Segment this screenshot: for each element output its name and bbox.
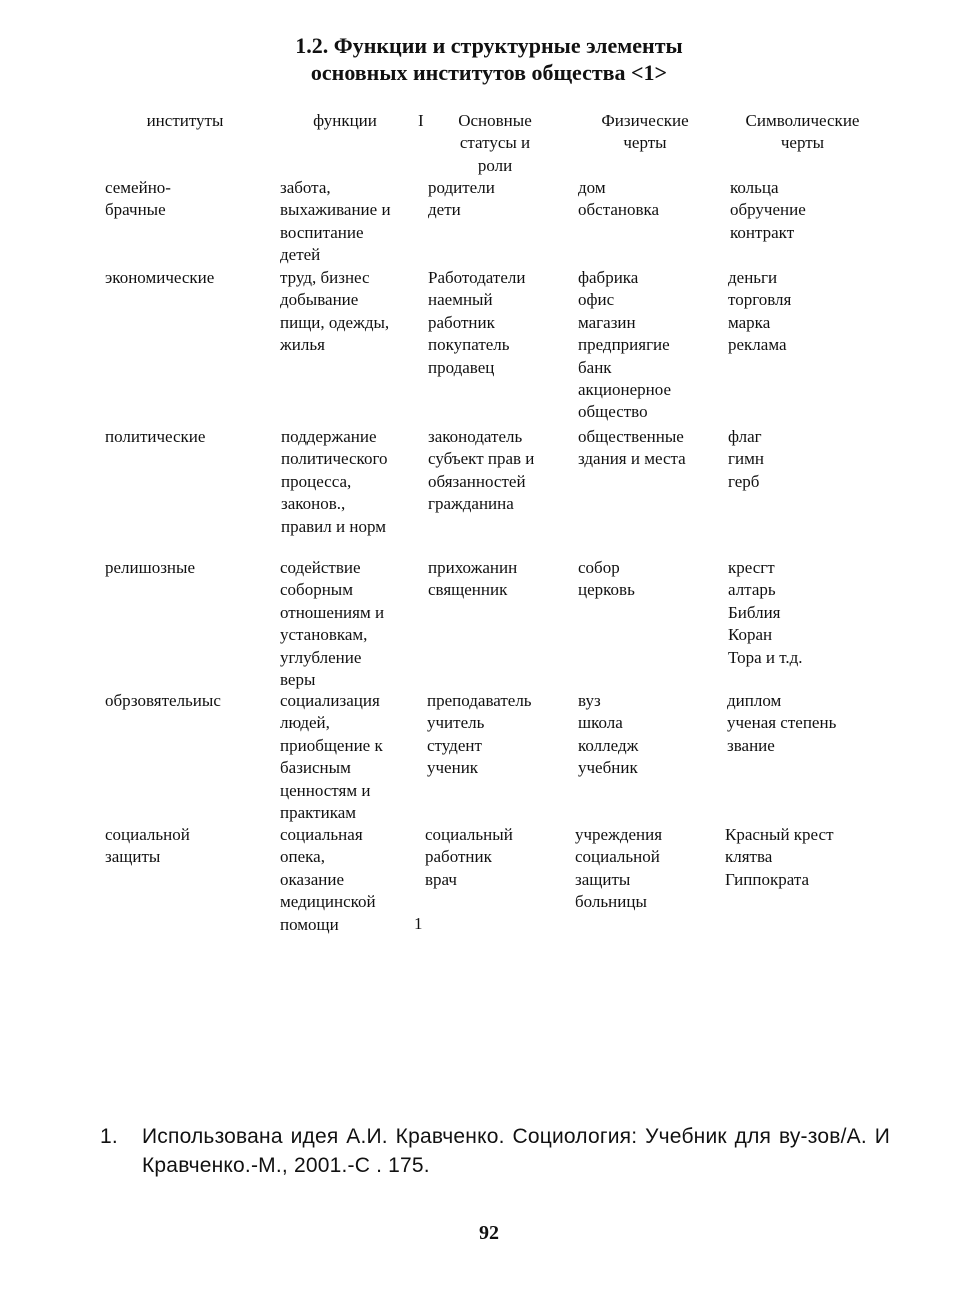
row-3-symbolic: флаг гимн герб — [728, 427, 764, 491]
row-1-physical: дом обстановка — [578, 178, 660, 220]
row-6-symbolic: Красный крест клятва Гиппократа — [725, 825, 834, 889]
footnote-text: Использована идея А.И. Кравченко. Социология: Учебник для ву-зов/А. И Кравченко.-М., 2001.-С . 175. — [142, 1125, 890, 1177]
row-2-functions: труд, бизнес добывание пищи, одежды, жилья — [280, 268, 390, 355]
row-4-institution: релишозные — [105, 558, 195, 577]
stray-mark: 1 — [414, 914, 423, 933]
row-3-physical: общественные здания и места — [578, 427, 686, 469]
row-6-statuses: социальный работник врач — [425, 825, 513, 889]
row-6-functions: социальная опека, оказание медицинской помощи — [280, 825, 376, 934]
row-5-functions: социализация людей, приобщение к базисным ценностям и практикам — [280, 691, 383, 823]
section-title — [0, 32, 978, 86]
header-institutions: институты — [146, 111, 224, 130]
row-4-statuses: прихожанин священник — [428, 558, 518, 600]
header-separator: I — [418, 111, 424, 130]
row-5-statuses: преподаватель учитель студент ученик — [427, 691, 532, 778]
row-1-institution: семейно- брачные — [105, 178, 171, 220]
page-number: 92 — [479, 1222, 499, 1244]
row-5-institution: обрзовятельиыс — [105, 691, 221, 710]
footnote-number: 1. — [100, 1125, 118, 1148]
header-statuses: Основные статусы и роли — [458, 111, 532, 175]
row-4-symbolic: кресгт алтарь Библия Коран Тора и т.д. — [728, 558, 803, 667]
row-1-functions: забота, выхаживание и воспитание детей — [280, 178, 391, 265]
row-5-physical: вуз школа колледж учебник — [578, 691, 639, 778]
row-2-institution: экономические — [105, 268, 215, 287]
row-2-statuses: Работодатели наемный работник покупатель продавец — [428, 268, 526, 377]
row-4-physical: собор церковь — [578, 558, 635, 600]
row-1-symbolic: кольца обручение контракт — [730, 178, 806, 242]
row-3-institution: политические — [105, 427, 206, 446]
row-2-symbolic: деньги торговля марка реклама — [728, 268, 792, 355]
header-physical: Физические черты — [601, 111, 689, 153]
title-line-2: основных институтов общества <1> — [310, 60, 668, 85]
header-symbolic: Символические черты — [745, 111, 860, 153]
row-1-statuses: родители дети — [428, 178, 495, 220]
title-line-1: 1.2. Функции и структурные элементы — [295, 33, 683, 58]
row-3-functions: поддержание политического процесса, законов., правил и норм — [281, 427, 388, 536]
header-functions: функции — [313, 111, 377, 130]
row-6-physical: учреждения социальной защиты больницы — [575, 825, 663, 912]
row-6-institution: социальной защиты — [105, 825, 190, 867]
row-2-physical: фабрика офис магазин предприягие банк акционерное общество — [578, 268, 671, 422]
row-3-statuses: законодатель субъект прав и обязанностей гражданина — [428, 427, 535, 514]
row-4-functions: содействие соборным отношениям и установкам, углубление веры — [280, 558, 385, 690]
row-5-symbolic: диплом ученая степень звание — [727, 691, 837, 755]
